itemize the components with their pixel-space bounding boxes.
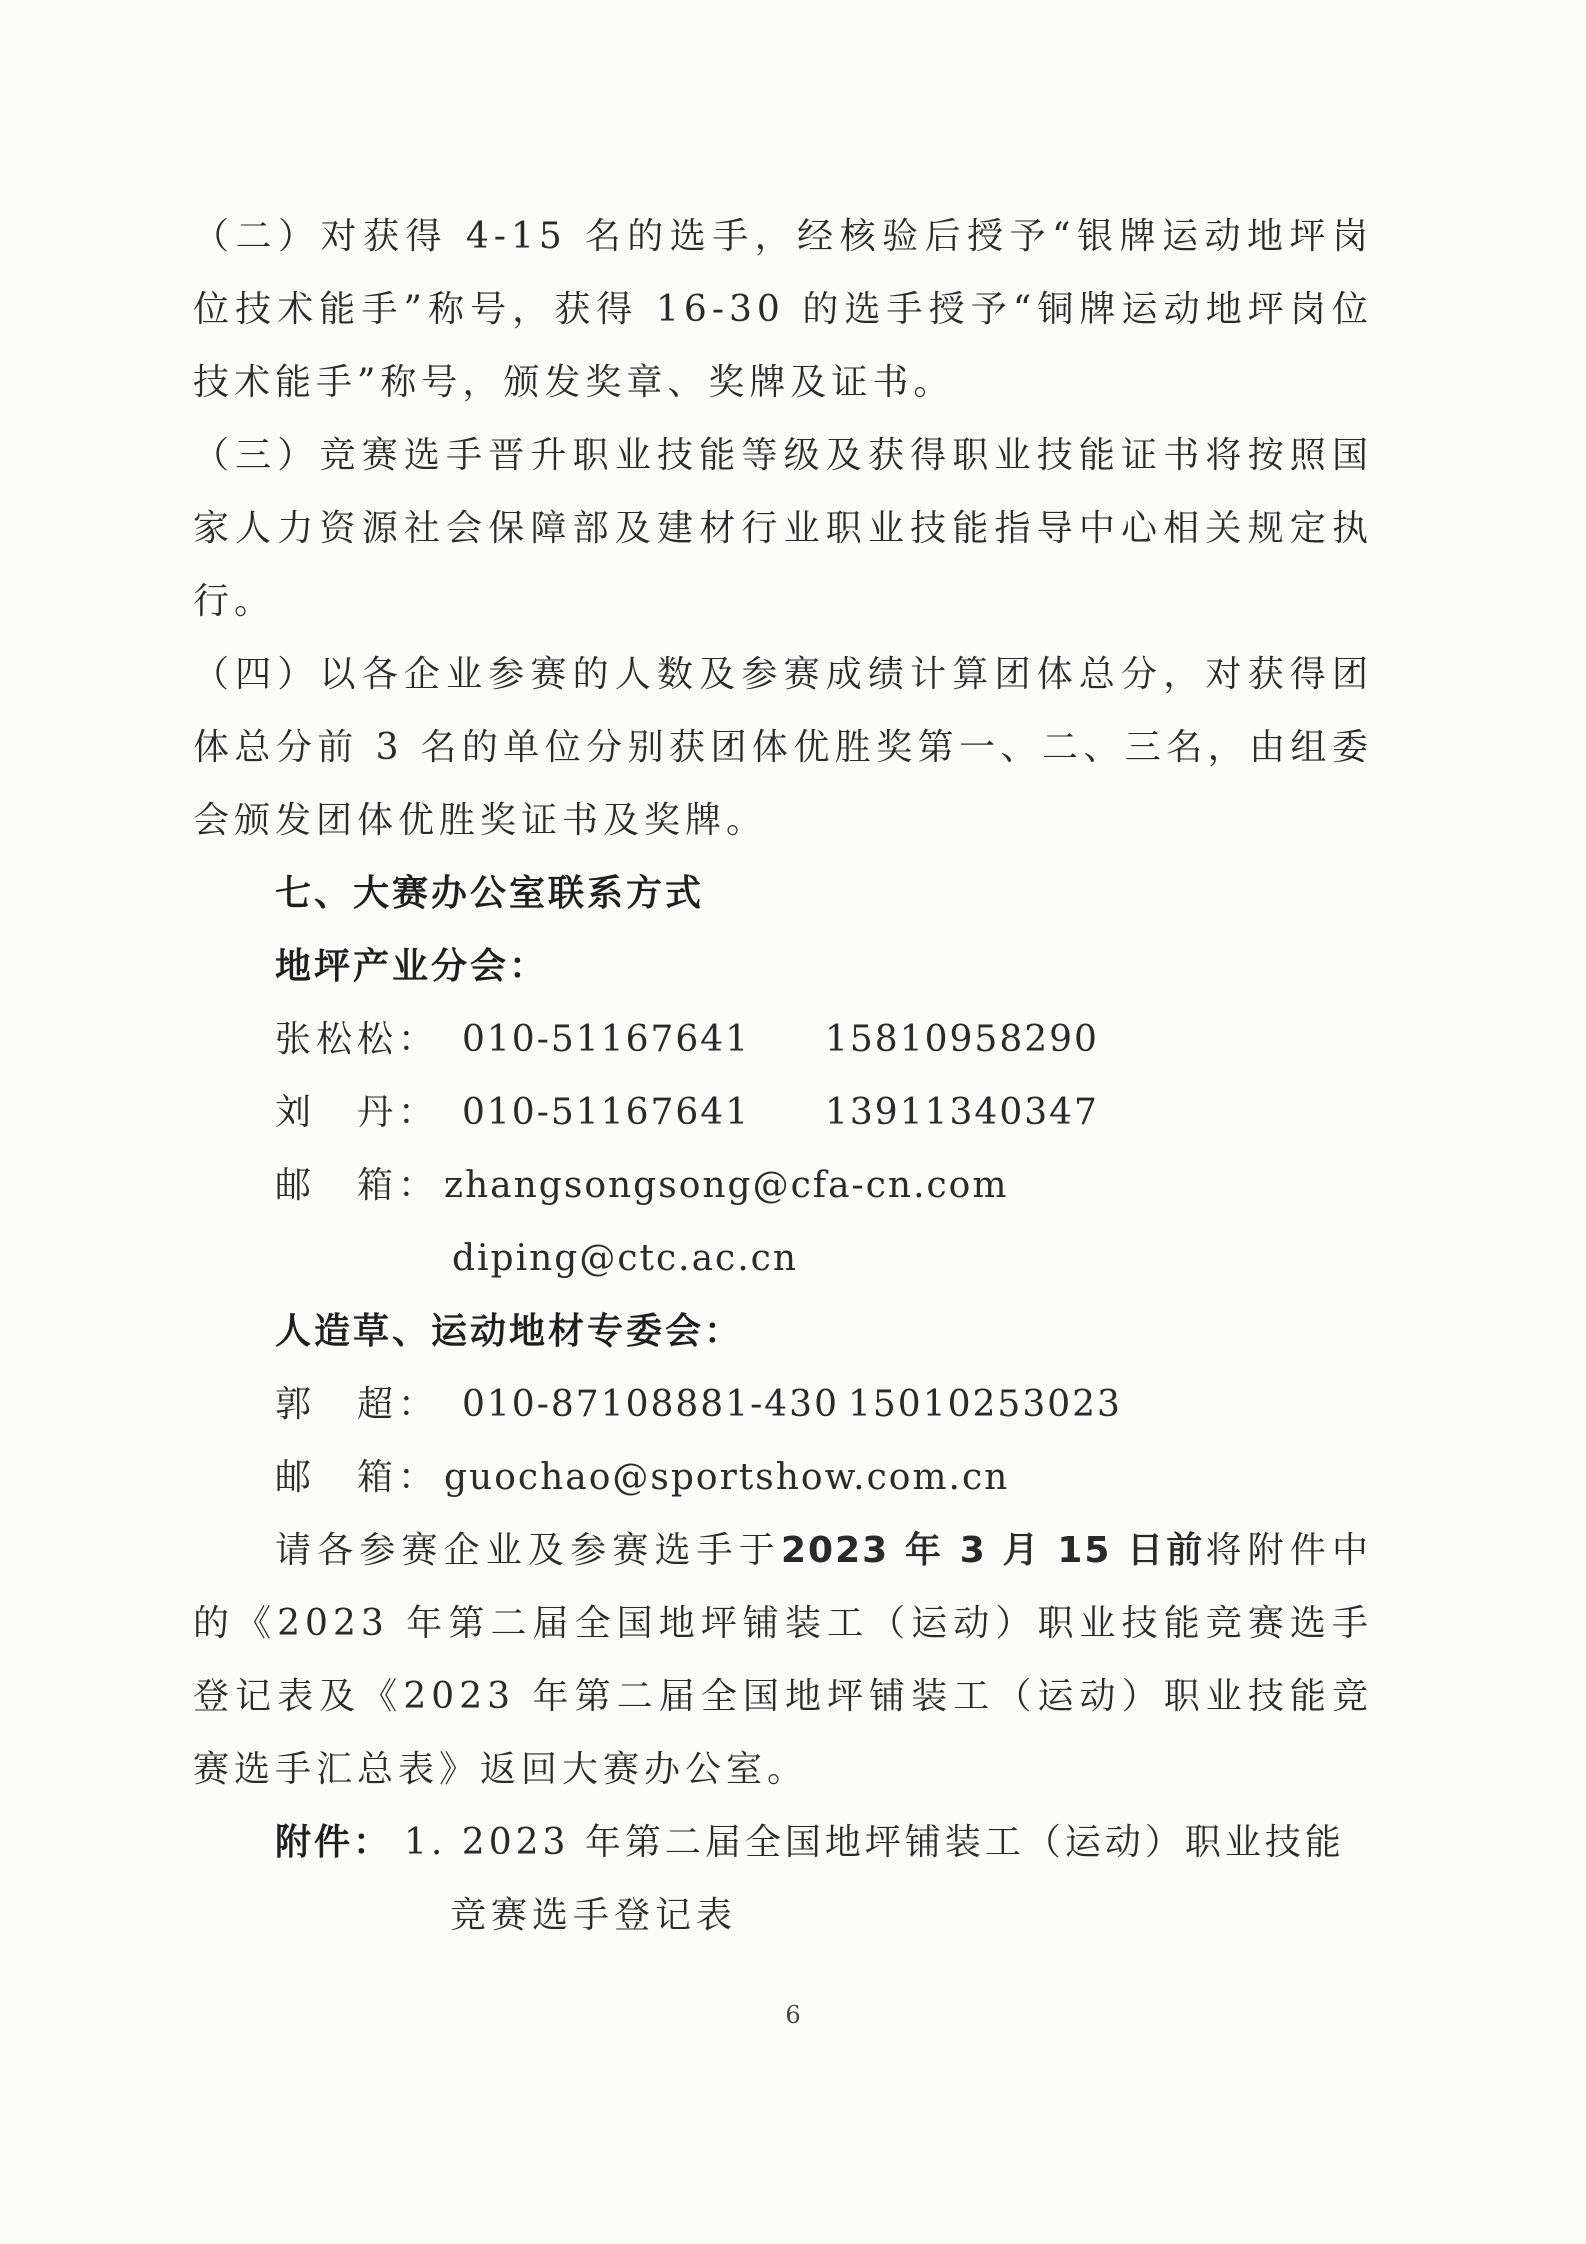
org2-name: 人造草、运动地材专委会： <box>275 1311 744 1352</box>
attachment-item-1-line-2: 竞赛选手登记表 <box>450 1895 738 1936</box>
notice-before: 请各参赛企业及参赛选手于 <box>275 1530 781 1571</box>
email-label-2: 邮 箱： <box>275 1457 440 1498</box>
email-2: diping@ctc.ac.cn <box>452 1238 798 1279</box>
paragraph-4 <box>193 638 1373 857</box>
email-label-1: 邮 箱： <box>275 1165 440 1206</box>
paragraph-2 <box>193 200 1373 419</box>
notice-paragraph <box>193 1514 1373 1806</box>
contact-label-2: 刘 丹： <box>275 1092 440 1133</box>
contact-mobile-3: 15010253023 <box>848 1384 1122 1425</box>
attachment-label: 附件： <box>275 1822 393 1863</box>
notice-after: 将附件中的《2023 年第二届全国地坪铺装工（运动）职业技能竞赛选手登记表及《2023 年第二届全国地坪铺装工（运动）职业技能竞赛选手汇总表》返回大赛办公室。 <box>193 1530 1373 1790</box>
contact-label-3: 郭 超： <box>275 1384 440 1425</box>
email-3: guochao@sportshow.com.cn <box>444 1457 1010 1498</box>
paragraph-2-text: （二）对获得 4-15 名的选手，经核验后授予“银牌运动地坪岗位技术能手”称号，获得 16-30 的选手授予“铜牌运动地坪岗位技术能手”称号，颁发奖章、奖牌及证书。 <box>193 216 1373 403</box>
paragraph-3-text: （三）竞赛选手晋升职业技能等级及获得职业技能证书将按照国家人力资源社会保障部及建材行业职业技能指导中心相关规定执行。 <box>193 435 1373 622</box>
contact-mobile-1: 15810958290 <box>825 1019 1099 1060</box>
contact-label-1: 张松松： <box>275 1019 440 1060</box>
contact-phone-2: 010-51167641 <box>462 1092 751 1133</box>
paragraph-4-text: （四）以各企业参赛的人数及参赛成绩计算团体总分，对获得团体总分前 3 名的单位分别获团体优胜奖第一、二、三名，由组委会颁发团体优胜奖证书及奖牌。 <box>193 654 1373 841</box>
org1-name: 地坪产业分会： <box>275 946 549 987</box>
attachment-item-1-line-1: 1. 2023 年第二届全国地坪铺装工（运动）职业技能 <box>404 1822 1345 1863</box>
section-heading: 七、大赛办公室联系方式 <box>275 873 705 914</box>
page-number: 6 <box>785 2001 801 2029</box>
email-1: zhangsongsong@cfa-cn.com <box>444 1165 1009 1206</box>
notice-deadline: 2023 年 3 月 15 日前 <box>780 1530 1206 1571</box>
contact-mobile-2: 13911340347 <box>825 1092 1099 1133</box>
contact-phone-3: 010-87108881-430 <box>462 1384 839 1425</box>
contact-phone-1: 010-51167641 <box>462 1019 751 1060</box>
paragraph-3 <box>193 419 1373 638</box>
